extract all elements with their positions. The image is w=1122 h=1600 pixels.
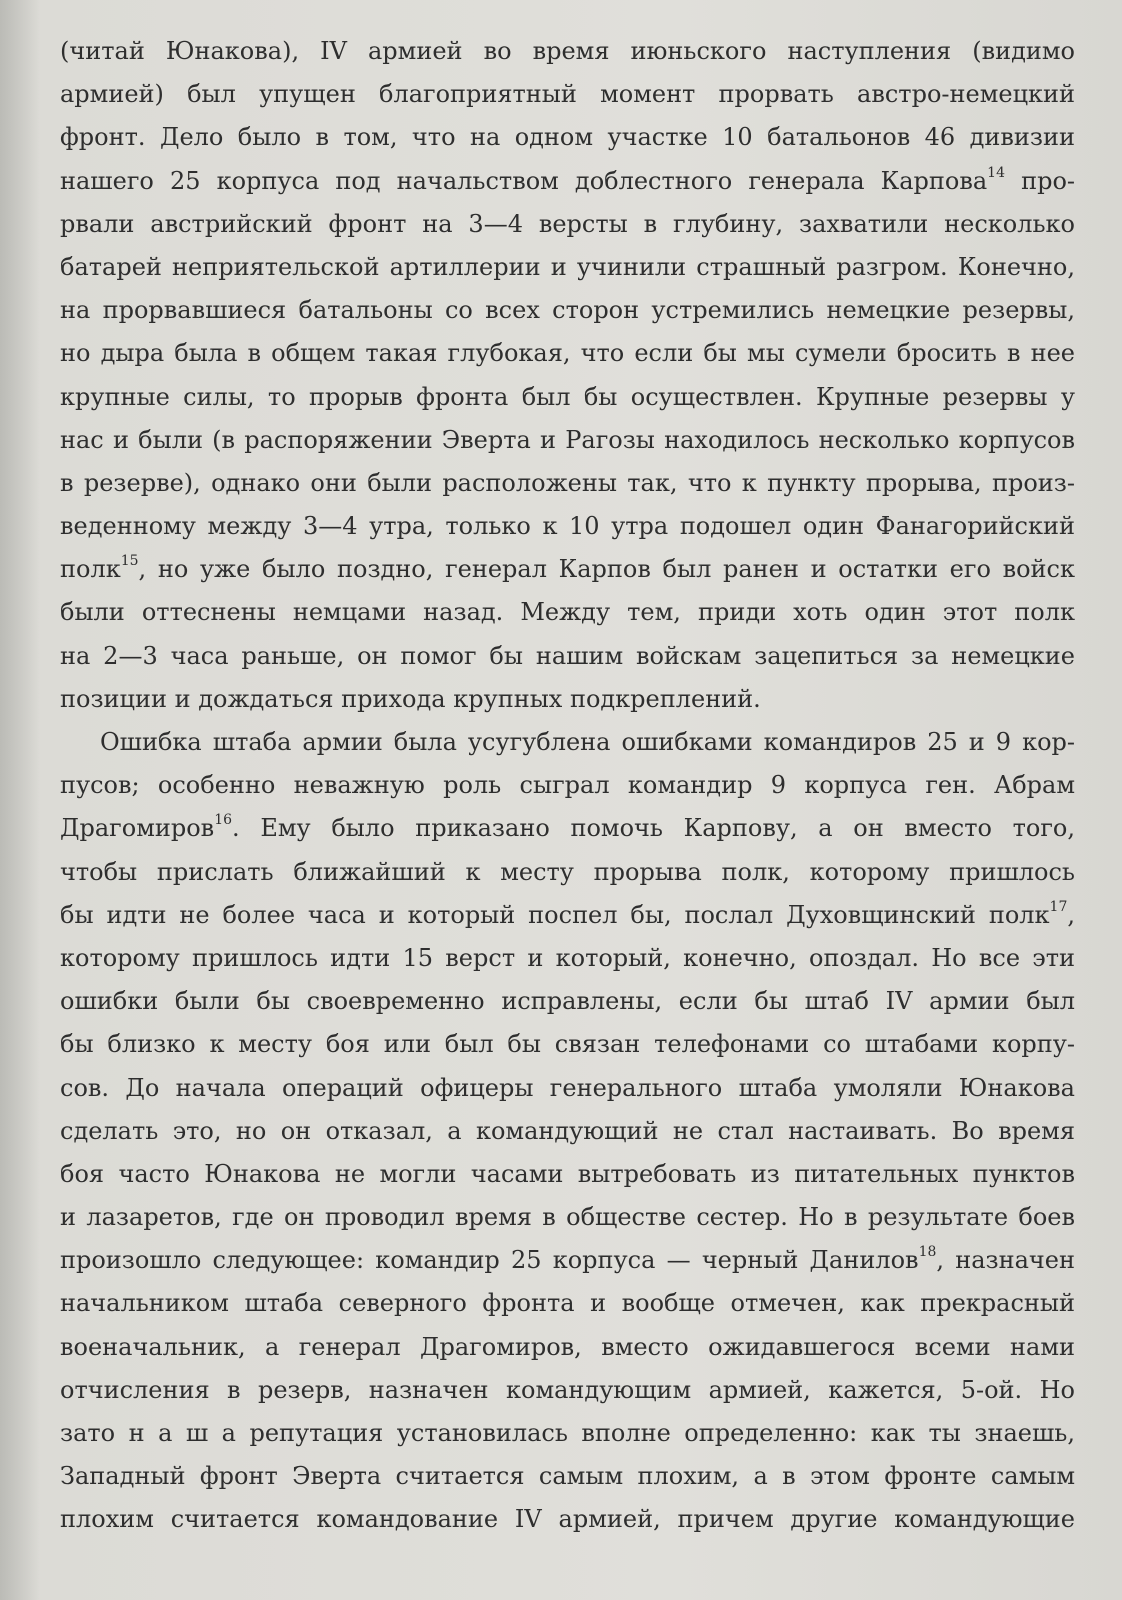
footnote-marker: 14	[987, 164, 1005, 181]
line-text: Западный фронт Эверта считается самым плохим, а в этом фронте самым	[60, 1462, 1075, 1491]
line-text: пусов; особенно неважную роль сыграл командир 9 корпуса ген. Абрам	[60, 771, 1075, 800]
line-text: позиции и дождаться прихода крупных подкреплений.	[60, 684, 761, 713]
text-line	[60, 462, 1075, 505]
line-text: бы близко к месту боя или был бы связан телефонами со штабами корпу-	[60, 1030, 1075, 1059]
line-text: полк	[60, 555, 121, 584]
line-text-after: , но уже было поздно, генерал Карпов был ранен и остатки его войск	[138, 555, 1075, 584]
line-text: боя часто Юнакова не могли часами вытребовать из питательных пунктов	[60, 1159, 1075, 1188]
text-line	[60, 1369, 1075, 1412]
text-line	[60, 1023, 1075, 1066]
line-text: (читай Юнакова), IV армией во время июньского наступления (видимо	[60, 37, 1075, 65]
text-line	[60, 203, 1075, 246]
line-text-after: . Ему было приказано помочь Карпову, а он вместо того,	[232, 814, 1075, 843]
text-line	[60, 548, 1075, 591]
line-text: были оттеснены немцами назад. Между тем, приди хоть один этот полк	[60, 598, 1075, 627]
text-line	[60, 980, 1075, 1023]
text-line	[60, 721, 1075, 764]
footnote-marker: 16	[214, 812, 233, 829]
text-line	[60, 1455, 1075, 1498]
line-text: которому пришлось идти 15 верст и который, конечно, опоздал. Но все эти	[60, 943, 1075, 972]
line-text: но дыра была в общем такая глубокая, что если бы мы сумели бросить в нее	[60, 339, 1075, 368]
line-text: веденному между 3—4 утра, только к 10 утра подошел один Фанагорийский	[60, 512, 1075, 541]
line-text-after: про-	[1004, 166, 1076, 195]
text-line	[60, 1153, 1075, 1196]
line-text: военачальник, а генерал Драгомиров, вместо ожидавшегося всеми нами	[60, 1332, 1075, 1361]
text-line	[60, 505, 1075, 548]
line-text: ошибки были бы своевременно исправлены, если бы штаб IV армии был	[60, 987, 1075, 1016]
text-line	[60, 591, 1075, 634]
line-text: фронт. Дело было в том, что на одном участке 10 батальонов 46 дивизии	[60, 123, 1075, 152]
text-line	[60, 1239, 1075, 1282]
text-line	[60, 246, 1075, 289]
text-line	[60, 332, 1075, 375]
text-line	[60, 851, 1075, 894]
line-text: крупные силы, то прорыв фронта был бы осуществлен. Крупные резервы у	[60, 382, 1075, 411]
text-line	[60, 764, 1075, 807]
line-text: плохим считается командование IV армией, причем другие командующие	[60, 1505, 1075, 1534]
text-line	[60, 894, 1075, 937]
line-text: чтобы прислать ближайший к месту прорыва полк, которому пришлось	[60, 857, 1075, 886]
line-text: сделать это, но он отказал, а командующий не стал настаивать. Во время	[60, 1116, 1075, 1145]
line-text: сов. До начала операций офицеры генерального штаба умоляли Юнакова	[60, 1073, 1075, 1102]
line-text: начальником штаба северного фронта и вообще отмечен, как прекрасный	[60, 1289, 1075, 1318]
line-text: отчисления в резерв, назначен командующим армией, кажется, 5-ой. Но	[60, 1375, 1075, 1404]
footnote-marker: 17	[1049, 898, 1068, 915]
text-line	[60, 1110, 1075, 1153]
text-line	[60, 289, 1075, 332]
line-text: на прорвавшиеся батальоны со всех сторон устремились немецкие резервы,	[60, 296, 1075, 325]
text-line	[60, 807, 1075, 850]
line-text-after: ,	[1067, 900, 1075, 929]
text-line	[60, 73, 1075, 116]
text-line	[60, 1196, 1075, 1239]
text-line	[60, 1067, 1075, 1110]
line-text: в резерве), однако они были расположены так, что к пункту прорыва, произ-	[60, 468, 1075, 497]
footnote-marker: 15	[120, 553, 139, 570]
text-line	[60, 160, 1075, 203]
text-line	[60, 1412, 1075, 1455]
text-line	[60, 678, 1075, 721]
line-text: на 2—3 часа раньше, он помог бы нашим войскам зацепиться за немецкие	[60, 641, 1075, 670]
line-text: произошло следующее: командир 25 корпуса — черный Данилов	[60, 1246, 919, 1275]
text-line	[60, 376, 1075, 419]
line-text-after: , назначен	[936, 1246, 1075, 1275]
line-text: рвали австрийский фронт на 3—4 версты в глубину, захватили несколько	[60, 209, 1075, 238]
line-text: нашего 25 корпуса под начальством доблестного генерала Карпова	[60, 166, 988, 195]
text-line	[60, 116, 1075, 159]
text-line	[60, 419, 1075, 462]
line-text: армией) был упущен благоприятный момент прорвать австро-немецкий	[60, 80, 1075, 109]
text-line	[60, 30, 1075, 73]
line-text: нас и были (в распоряжении Эверта и Рагозы находилось несколько корпусов	[60, 425, 1075, 454]
footnote-marker: 18	[918, 1244, 937, 1261]
text-line	[60, 1282, 1075, 1325]
line-text: Драгомиров	[60, 814, 215, 843]
text-line	[60, 1498, 1075, 1541]
line-text: зато н а ш а репутация установилась вполне определенно: как ты знаешь,	[60, 1419, 1075, 1447]
text-line	[60, 635, 1075, 678]
line-text: бы идти не более часа и который поспел бы, послал Духовщинский полк	[60, 900, 1050, 929]
line-text: Ошибка штаба армии была усугублена ошибками командиров 25 и 9 кор-	[100, 728, 1075, 756]
text-line	[60, 1326, 1075, 1369]
line-text: батарей неприятельской артиллерии и учинили страшный разгром. Конечно,	[60, 252, 1075, 281]
body-text	[60, 30, 1075, 1542]
line-text: и лазаретов, где он проводил время в обществе сестер. Но в результате боев	[60, 1203, 1075, 1232]
text-line	[60, 937, 1075, 980]
